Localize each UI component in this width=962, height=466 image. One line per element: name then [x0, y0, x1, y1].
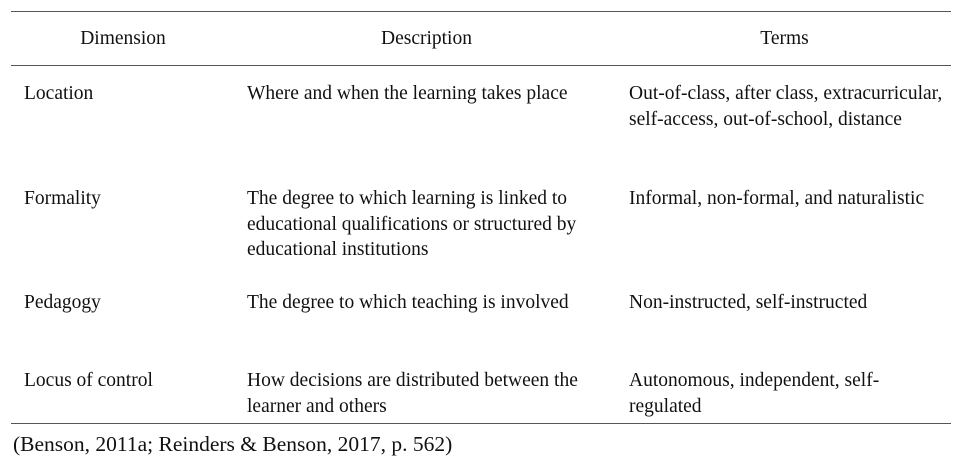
table-row: [11, 81, 951, 159]
table-row: [11, 186, 951, 263]
cell-dimension: Locus of control: [24, 370, 153, 391]
cell-dimension: Pedagogy: [24, 292, 101, 313]
dimensions-table: [11, 11, 951, 424]
source-note: (Benson, 2011a; Reinders & Benson, 2017, p. 562): [13, 432, 453, 456]
cell-terms: Non-instructed, self-instructed: [629, 292, 868, 313]
cell-terms: Out-of-class, after class, extracurricular, self-access, out-of-school, distance: [629, 83, 943, 130]
cell-terms: Informal, non-formal, and naturalistic: [629, 188, 925, 209]
table-row: [11, 290, 951, 341]
header-terms: Terms: [760, 27, 809, 49]
table-bottom-rule: [11, 423, 951, 424]
cell-description: Where and when the learning takes place: [247, 83, 568, 104]
header-dimension: Dimension: [80, 27, 166, 49]
cell-description: The degree to which teaching is involved: [247, 292, 569, 313]
table-body: [11, 66, 951, 420]
header-description: Description: [381, 27, 472, 49]
cell-description: The degree to which learning is linked to educational qualifications or structured by educational institutions: [247, 188, 577, 260]
table-header-row: [11, 12, 951, 65]
cell-dimension: Formality: [24, 188, 101, 209]
cell-terms: Autonomous, independent, self-regulated: [629, 370, 880, 417]
table-row: [11, 368, 951, 420]
cell-dimension: Location: [24, 83, 94, 104]
cell-description: How decisions are distributed between the learner and others: [247, 370, 578, 417]
